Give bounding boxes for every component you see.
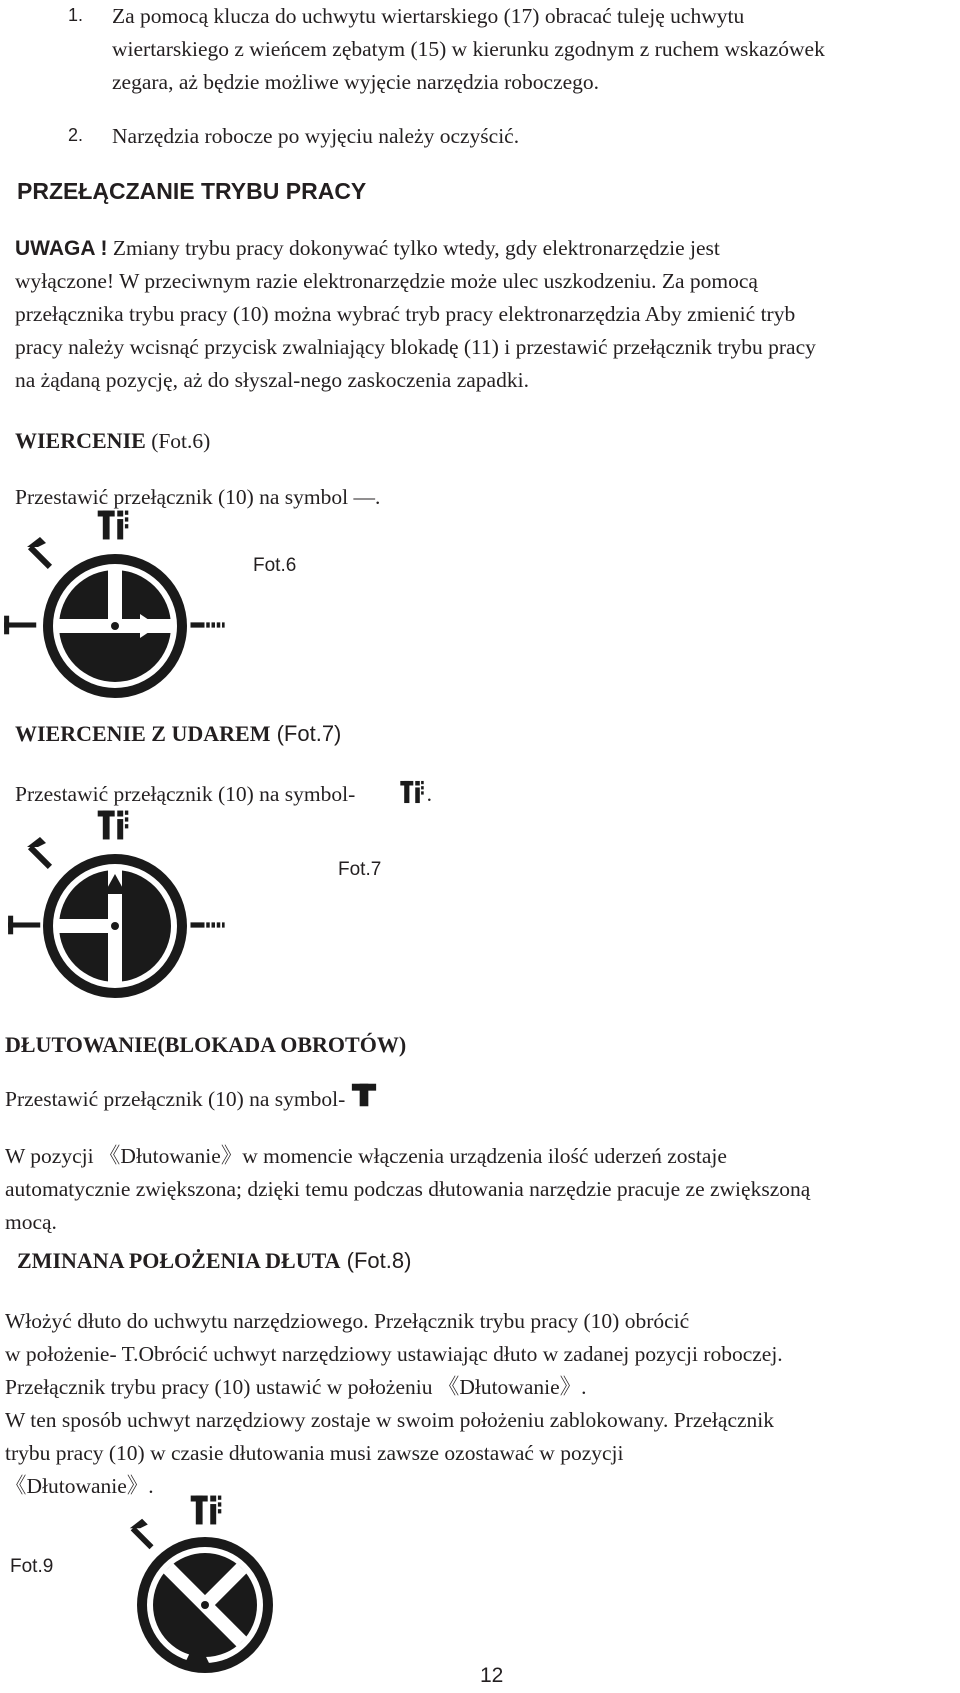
section-title-mode: PRZEŁĄCZANIE TRYBU PRACY xyxy=(17,178,367,204)
chiselling-title: DŁUTOWANIE(BLOKADA OBROTÓW) xyxy=(5,1032,407,1057)
line-mode-icon xyxy=(4,616,36,635)
line-mode-icon xyxy=(8,916,40,935)
step-line: Narzędzia robocze po wyjęciu należy oczyścić. xyxy=(112,124,520,148)
paragraph-line: W ten sposób uchwyt narzędziowy zostaje w swoim położeniu zablokowany. Przełącznik xyxy=(5,1408,775,1432)
instruction-text: Przestawić przełącznik (10) na symbol- xyxy=(5,1087,346,1111)
paragraph-line: w położenie- T.Obrócić uchwyt narzędziowy ustawiając dłuto w zadanej pozycji roboczej. xyxy=(5,1342,783,1366)
chiselling-instruction xyxy=(5,1080,605,1116)
dial-figure-fot9 xyxy=(105,1493,285,1663)
step-number: 2. xyxy=(68,125,84,145)
warning-line: Zmiany trybu pracy dokonywać tylko wtedy, gdy elektronarzędzie jest xyxy=(107,236,720,260)
chisel-position-title: ZMINANA POŁOŻENIA DŁUTA xyxy=(17,1248,341,1273)
paragraph-line: mocą. xyxy=(5,1210,57,1234)
chisel-mode-icon xyxy=(191,1496,222,1525)
paragraph-line: automatycznie zwiększona; dzięki temu podczas dłutowania narzędzie pracuje ze zwiększoną xyxy=(5,1177,811,1201)
dial-figure-fot6 xyxy=(0,508,230,688)
paragraph-line: Włożyć dłuto do uchwytu narzędziowego. Przełącznik trybu pracy (10) obrócić xyxy=(5,1309,690,1333)
hammer-drilling-instruction xyxy=(15,775,615,811)
dial-figure-fot7 xyxy=(0,808,230,988)
step-number: 1. xyxy=(68,5,84,25)
drill-mode-icon xyxy=(191,922,225,927)
warning-line: przełącznika trybu pracy (10) można wybrać tryb pracy elektronarzędzia Aby zmienić tryb xyxy=(15,302,796,326)
step-line: zegara, aż będzie możliwe wyjęcie narzędzia roboczego. xyxy=(112,70,600,94)
paragraph-line: trybu pracy (10) w czasie dłutowania musi zawsze ozostawać w pozycji xyxy=(5,1441,624,1465)
drill-mode-icon xyxy=(191,622,225,627)
drilling-instruction: Przestawić przełącznik (10) na symbol —. xyxy=(15,485,381,509)
instruction-text: Przestawić przełącznik (10) na symbol- xyxy=(15,782,356,806)
warning-label: UWAGA ! xyxy=(15,237,108,260)
page-number: 12 xyxy=(480,1664,504,1687)
paragraph-line: W pozycji 《Dłutowanie》w momencie włączenia urządzenia ilość uderzeń zostaje xyxy=(5,1144,727,1168)
figure-caption-fot6: Fot.6 xyxy=(253,555,297,576)
paragraph-line: 《Dłutowanie》. xyxy=(5,1474,154,1498)
hammer-icon xyxy=(27,837,52,869)
hammer-drilling-ref: (Fot.7) xyxy=(270,721,342,746)
warning-line: wyłączone! W przeciwnym razie elektronarzędzie może ulec uszkodzeniu. Za pomocą xyxy=(15,269,758,293)
step-line: wiertarskiego z wieńcem zębatym (15) w kierunku zgodnym z ruchem wskazówek xyxy=(112,37,825,61)
step-text xyxy=(112,0,960,99)
hammer-drilling-title: WIERCENIE Z UDAREM xyxy=(15,721,271,746)
chisel-mode-icon xyxy=(351,1082,377,1108)
drilling-heading xyxy=(15,425,210,458)
warning-line: pracy należy wcisnąć przycisk zwalniający blokadę (11) i przestawić przełącznik trybu pracy xyxy=(15,335,816,359)
chisel-position-paragraph xyxy=(5,1305,955,1503)
hammer-drill-mode-icon xyxy=(397,779,427,805)
chiselling-paragraph xyxy=(5,1140,955,1239)
step-text xyxy=(112,120,960,153)
warning-line: na żądaną pozycję, aż do słyszal-nego zaskoczenia zapadki. xyxy=(15,368,529,392)
drilling-ref: (Fot.6) xyxy=(145,429,211,453)
instruction-end: . xyxy=(426,782,433,806)
hammer-drilling-heading xyxy=(15,721,341,747)
drilling-title: WIERCENIE xyxy=(15,428,146,453)
hammer-icon xyxy=(130,1519,154,1549)
figure-caption-fot9: Fot.9 xyxy=(10,1556,54,1577)
chisel-mode-icon xyxy=(98,811,129,840)
figure-caption-fot7: Fot.7 xyxy=(338,859,382,880)
chisel-position-ref: (Fot.8) xyxy=(340,1248,412,1273)
chisel-mode-icon xyxy=(98,511,129,540)
hammer-icon xyxy=(27,537,52,569)
paragraph-line: Przełącznik trybu pracy (10) ustawić w położeniu 《Dłutowanie》. xyxy=(5,1375,587,1399)
warning-paragraph xyxy=(15,232,955,397)
step-line: Za pomocą klucza do uchwytu wiertarskiego (17) obracać tuleję uchwytu xyxy=(112,4,745,28)
chisel-position-heading xyxy=(17,1248,411,1274)
